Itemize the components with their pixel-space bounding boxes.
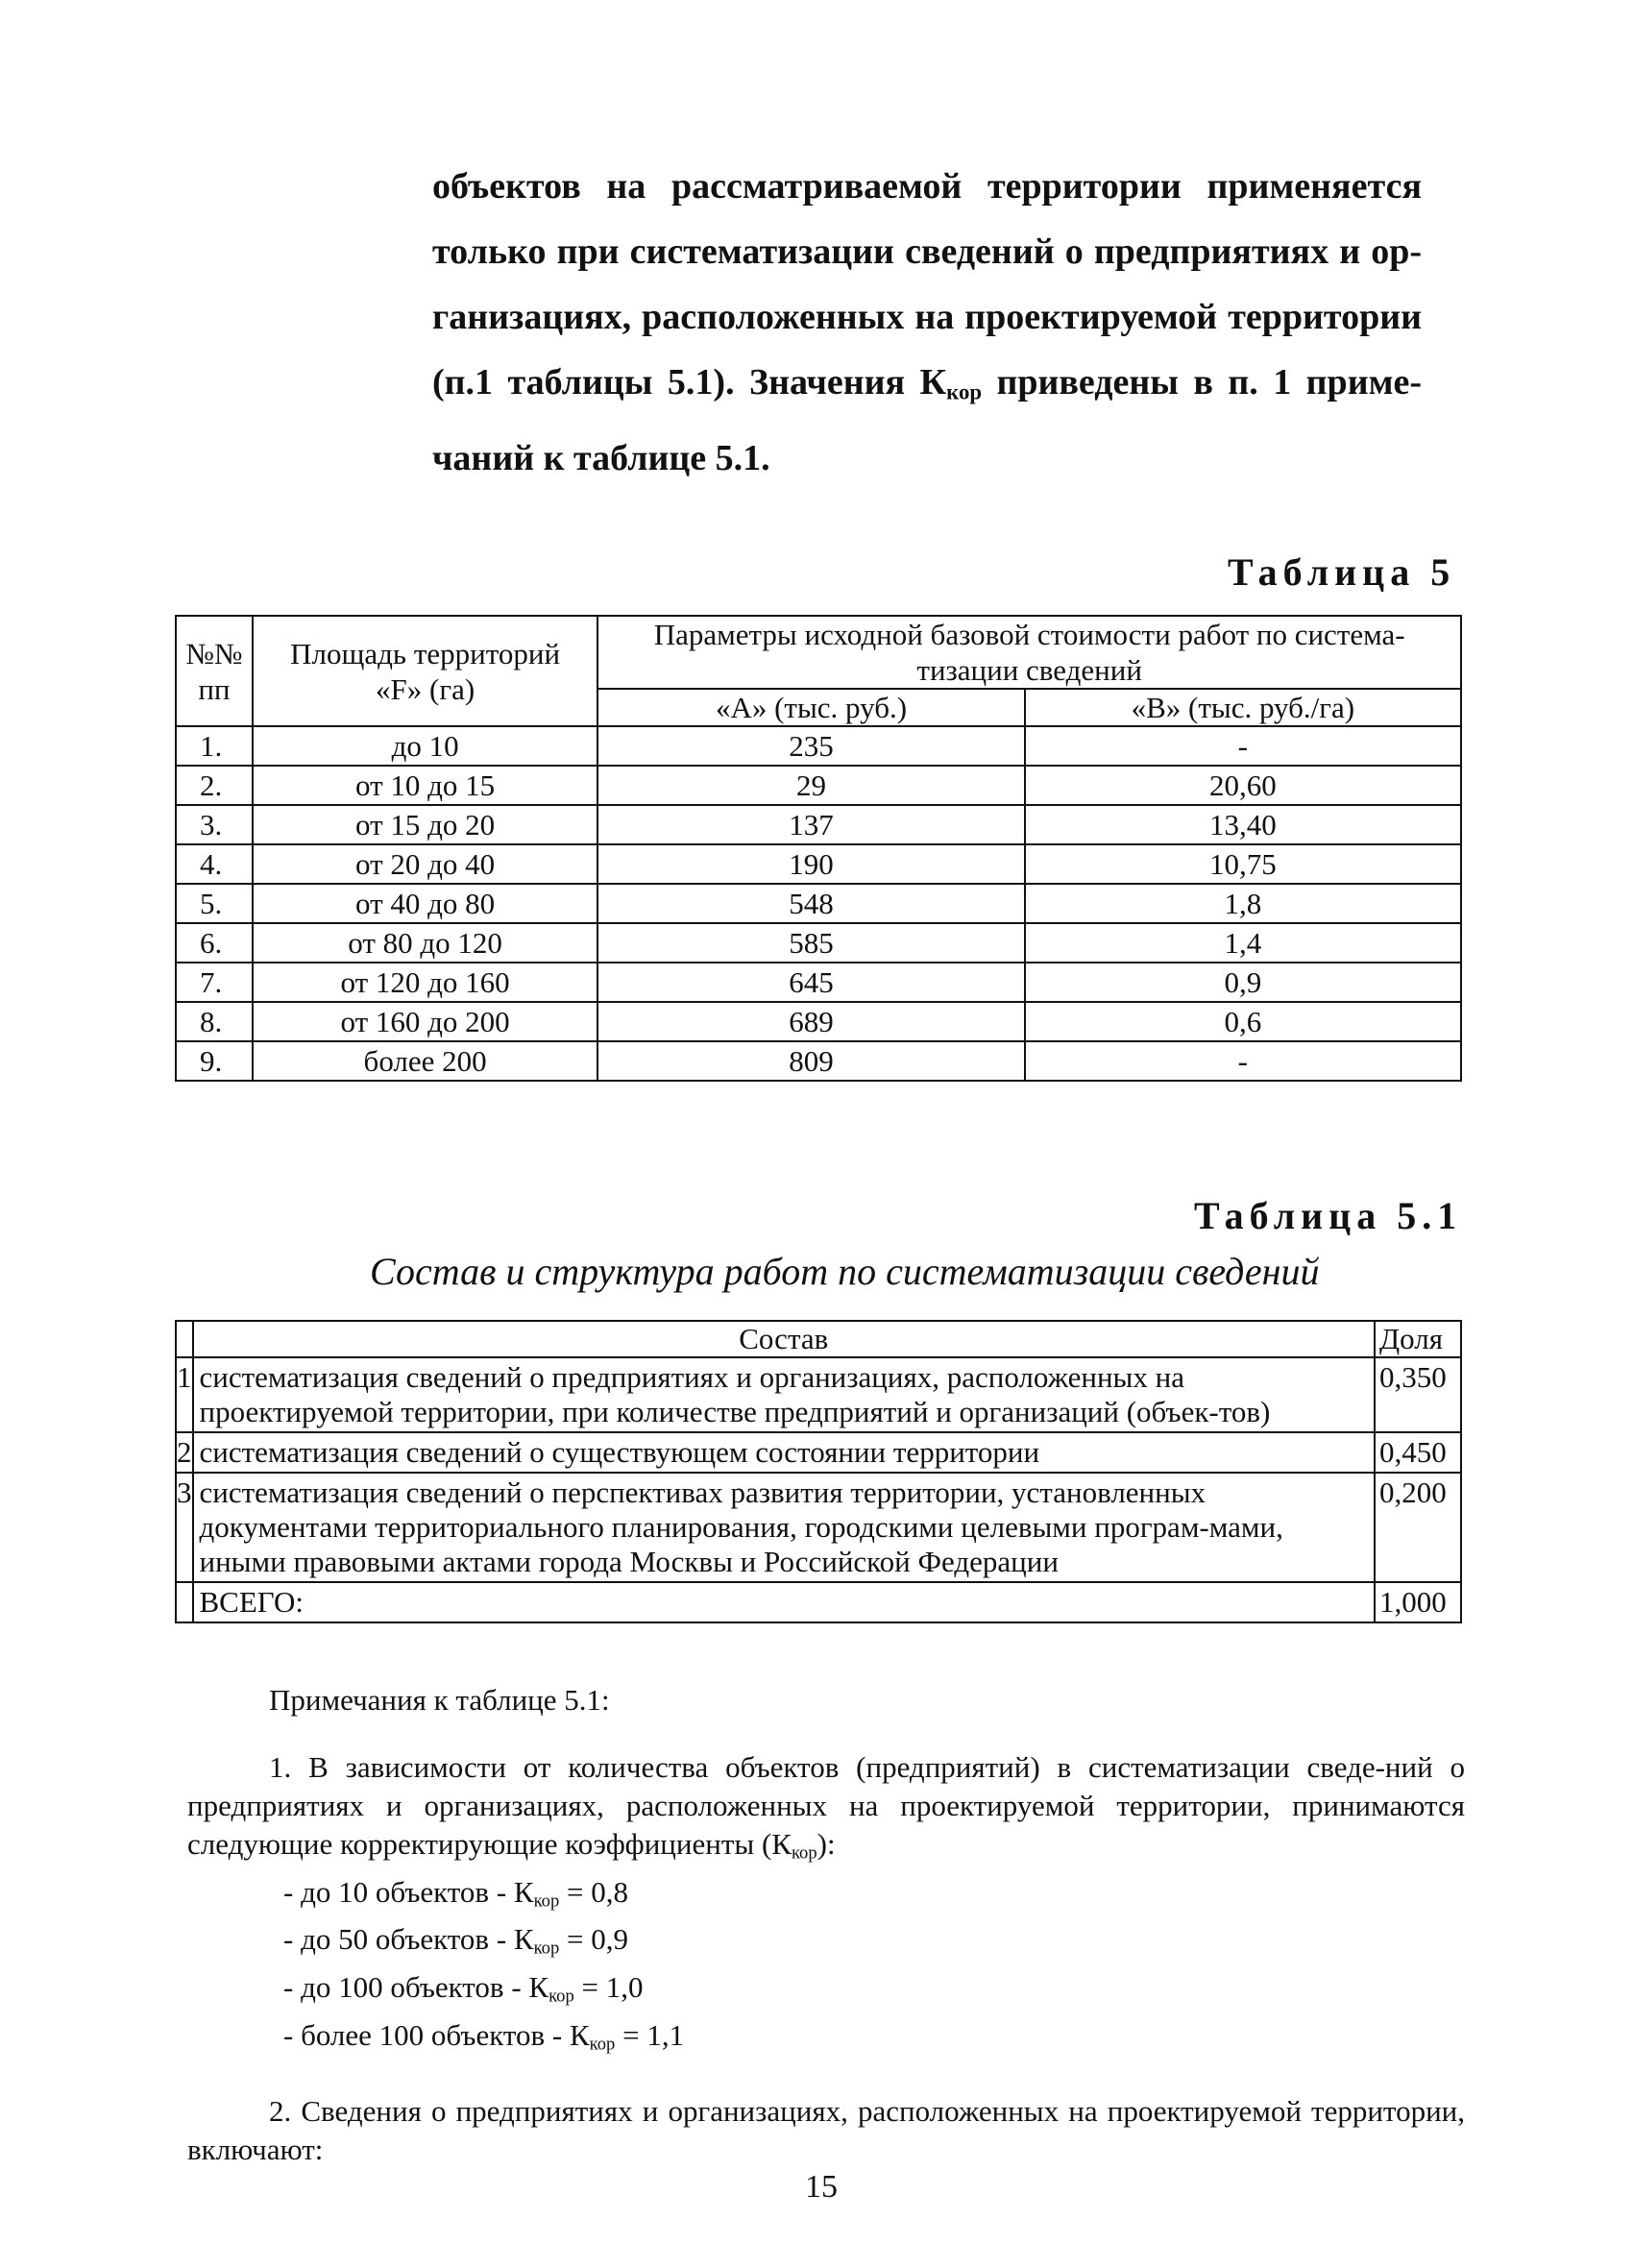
table-row: 6. от 80 до 120 585 1,4 [176,923,1461,963]
total-label: ВСЕГО: [193,1582,1376,1622]
note-1: 1. В зависимости от количества объектов (предприятий) в систематизации сведе-ний о предприятиях и организациях, расположенных на проектируемой территории, принимаются следующие корректирующие коэффициенты $(К_{кор})$: [187,1750,1465,1864]
coef-item: - до 50 объектов - $К_{кор} = 0,9$ [283,1922,628,1959]
table-row: 5. от 40 до 80 548 1,8 [176,884,1461,923]
col-area-header: Площадь территорий «F» (га) [253,616,597,726]
coef-item: - более 100 объектов - $К_{кор} = 1,1$ [283,2017,685,2055]
col-composition-header: Состав [193,1321,1376,1357]
table-row: 1. до 10 235 - [176,726,1461,766]
coef-item: - до 10 объектов - $К_{кор} = 0,8$ [283,1874,628,1912]
coef-item: - до 100 объектов - $К_{кор} = 1,0$ [283,1969,644,2007]
col-empty-header [176,1321,193,1357]
table-row: 3. от 15 до 20 137 13,40 [176,805,1461,844]
intro-line: чаний к таблице 5.1. [432,437,770,478]
intro-paragraph [432,154,1422,491]
table-5 [175,615,1462,1082]
table-5-title: Таблица 5 [1228,550,1456,594]
col-params-header: Параметры исходной базовой стоимости работ по система-тизации сведений [597,616,1461,689]
table-row: 2. от 10 до 15 29 20,60 [176,766,1461,805]
table-total-row [176,1582,1461,1622]
intro-line: только при систематизации сведений о предприятиях и ор- [432,232,1422,272]
table-row: 1 систематизация сведений о предприятиях и организациях, расположенных на проектируемой территории, при количестве предприятий и организаций (объек-тов) 0,350 [176,1357,1461,1432]
table-5-1 [175,1320,1462,1623]
table-row: 7. от 120 до 160 645 0,9 [176,963,1461,1002]
note-2: 2. Сведения о предприятиях и организациях, расположенных на проектируемой территории, включают: [187,2094,1465,2167]
table-5-1-caption: Состав и структура работ по систематизации сведений [370,1250,1320,1293]
table-row: 2 систематизация сведений о существующем состоянии территории 0,450 [176,1432,1461,1473]
table-row: 4. от 20 до 40 190 10,75 [176,844,1461,884]
table-row: 3 систематизация сведений о перспективах развития территории, установленных документами территориального планирования, городскими целевыми програм-мами, иными правовыми актами города Москвы и Российской Федерации 0,200 [176,1473,1461,1582]
col-num-header: №№ пп [176,616,253,726]
intro-line: объектов на рассматриваемой территории применяется [432,166,1422,207]
table-5-1-title: Таблица 5.1 [1194,1194,1463,1237]
col-b-header: «В» (тыс. руб./га) [1025,689,1461,726]
total-share: 1,000 [1375,1582,1461,1622]
intro-line: ганизациях, расположенных на проектируемой территории [432,297,1422,337]
table-row: 8. от 160 до 200 689 0,6 [176,1002,1461,1041]
page-number: 15 [805,2169,838,2205]
intro-line-4: (п.1 таблицы 5.1). Значения $К_{кор}$ приведены в п. 1 приме- [432,362,1422,404]
col-a-header: «А» (тыс. руб.) [597,689,1024,726]
col-share-header: Доля [1375,1321,1461,1357]
notes-section [187,1681,1465,2169]
notes-heading: Примечания к таблице 5.1: [269,1683,610,1717]
table-row: 9. более 200 809 - [176,1041,1461,1081]
